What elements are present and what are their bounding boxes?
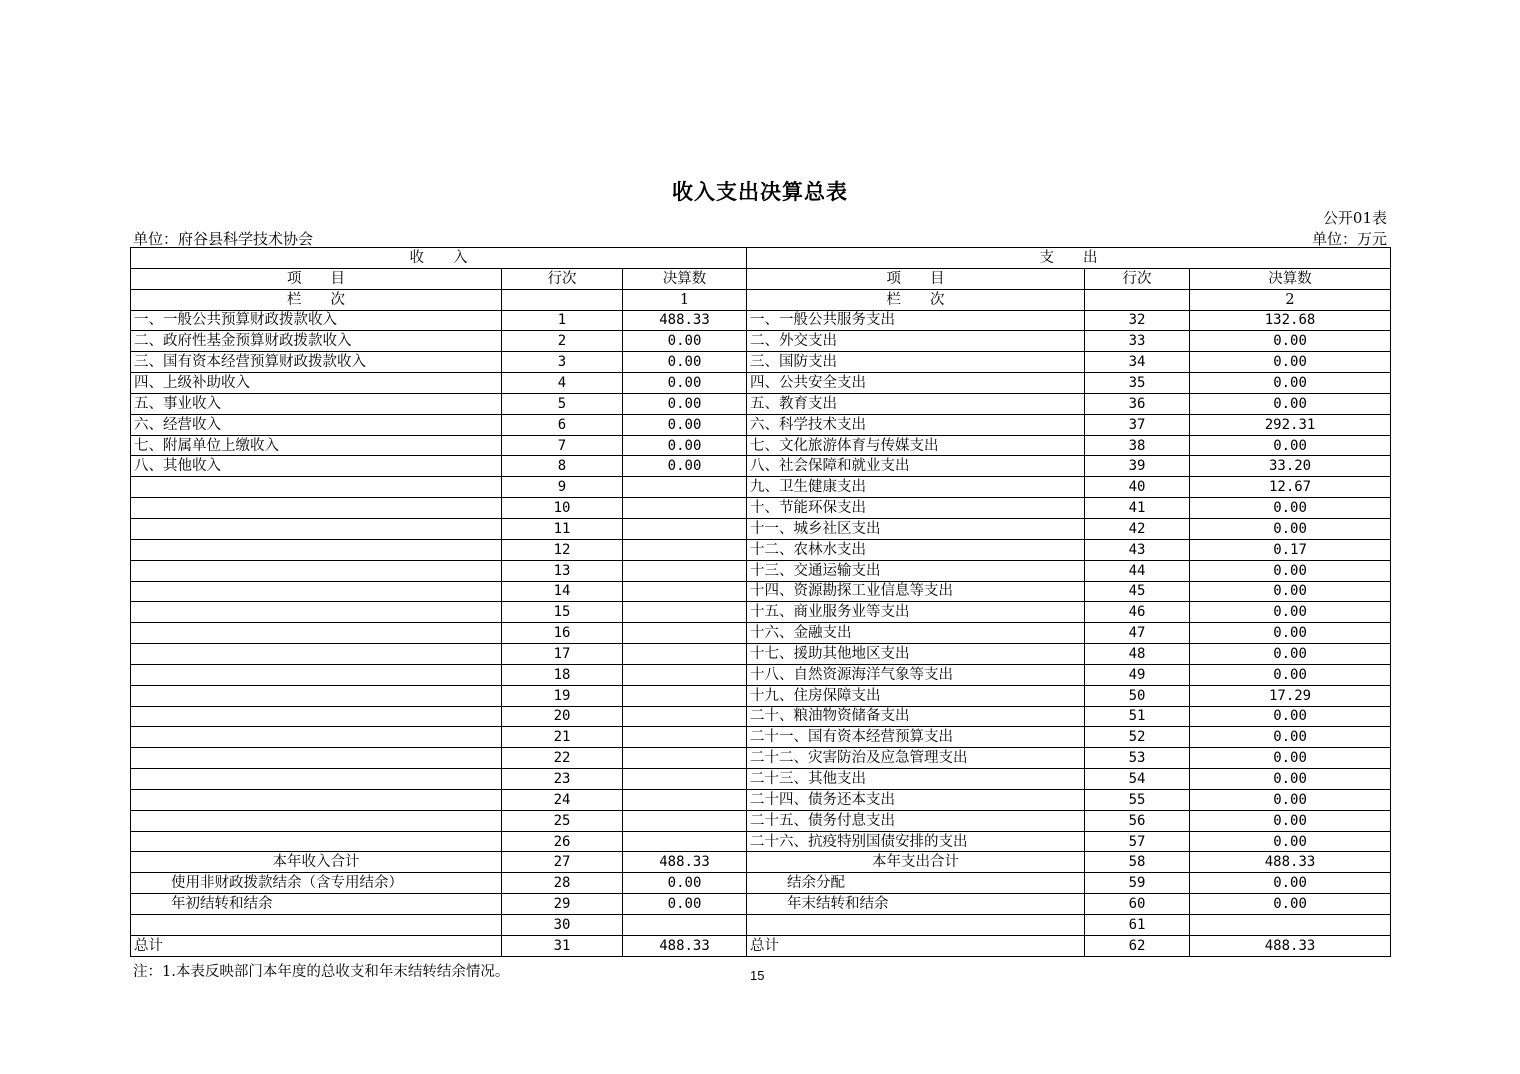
income-item-cell: 三、国有资本经营预算财政拨款收入 <box>131 352 502 373</box>
income-row-no-cell: 10 <box>502 498 623 519</box>
table-row <box>131 581 1391 602</box>
income-row-no-cell: 27 <box>502 852 623 873</box>
expense-row-no-cell: 38 <box>1085 435 1190 456</box>
expense-amount-cell: 488.33 <box>1190 852 1391 873</box>
income-amount-cell <box>623 623 747 644</box>
expense-row-no-cell: 35 <box>1085 373 1190 394</box>
income-amount-cell: 0.00 <box>623 456 747 477</box>
expense-item-cell: 二、外交支出 <box>747 331 1085 352</box>
table-row <box>131 477 1391 498</box>
income-row-no-cell: 4 <box>502 373 623 394</box>
income-item-header: 项 目 <box>131 268 502 289</box>
table-row <box>131 518 1391 539</box>
expense-amount-cell: 0.00 <box>1190 706 1391 727</box>
income-item-cell <box>131 769 502 790</box>
expense-row-no-cell: 46 <box>1085 602 1190 623</box>
income-item-cell <box>131 581 502 602</box>
income-row-no-cell: 23 <box>502 769 623 790</box>
table-row <box>131 727 1391 748</box>
income-expense-table <box>130 247 1391 957</box>
table-row <box>131 769 1391 790</box>
empty-cell <box>1085 289 1190 310</box>
expense-row-no-cell: 51 <box>1085 706 1190 727</box>
expense-item-header: 项 目 <box>747 268 1085 289</box>
expense-row-no-cell: 34 <box>1085 352 1190 373</box>
income-row-no-header: 行次 <box>502 268 623 289</box>
table-row <box>131 456 1391 477</box>
expense-item-cell: 一、一般公共服务支出 <box>747 310 1085 331</box>
income-item-cell <box>131 664 502 685</box>
expense-row-no-cell: 37 <box>1085 414 1190 435</box>
expense-row-no-cell: 42 <box>1085 518 1190 539</box>
income-row-no-cell: 31 <box>502 935 623 956</box>
income-item-cell <box>131 644 502 665</box>
currency-unit: 单位：万元 <box>1311 230 1387 248</box>
income-row-no-cell: 5 <box>502 393 623 414</box>
expense-row-no-cell: 60 <box>1085 894 1190 915</box>
income-amount-cell <box>623 644 747 665</box>
expense-item-cell: 十、节能环保支出 <box>747 498 1085 519</box>
expense-row-no-cell: 58 <box>1085 852 1190 873</box>
expense-amount-cell: 0.00 <box>1190 581 1391 602</box>
income-row-no-cell: 18 <box>502 664 623 685</box>
expense-row-no-cell: 41 <box>1085 498 1190 519</box>
income-item-cell: 四、上级补助收入 <box>131 373 502 394</box>
income-item-cell <box>131 831 502 852</box>
table-row <box>131 915 1391 936</box>
table-row <box>131 498 1391 519</box>
expense-amount-cell: 0.00 <box>1190 560 1391 581</box>
column-header-row <box>131 268 1391 289</box>
table-row <box>131 935 1391 956</box>
table-row <box>131 894 1391 915</box>
expense-row-no-cell: 49 <box>1085 664 1190 685</box>
income-item-cell: 五、事业收入 <box>131 393 502 414</box>
income-amount-cell: 488.33 <box>623 310 747 331</box>
expense-row-no-cell: 52 <box>1085 727 1190 748</box>
income-amount-cell: 0.00 <box>623 873 747 894</box>
expense-amount-cell: 12.67 <box>1190 477 1391 498</box>
expense-amount-cell: 0.00 <box>1190 393 1391 414</box>
expense-amount-cell: 0.00 <box>1190 831 1391 852</box>
income-item-cell: 六、经营收入 <box>131 414 502 435</box>
income-row-no-cell: 8 <box>502 456 623 477</box>
expense-amount-cell: 0.00 <box>1190 873 1391 894</box>
expense-row-no-cell: 45 <box>1085 581 1190 602</box>
table-row <box>131 623 1391 644</box>
income-row-no-cell: 11 <box>502 518 623 539</box>
income-item-cell: 年初结转和结余 <box>131 894 502 915</box>
expense-item-cell: 二十三、其他支出 <box>747 769 1085 790</box>
income-amount-cell <box>623 602 747 623</box>
expense-row-no-cell: 40 <box>1085 477 1190 498</box>
income-amount-cell: 0.00 <box>623 435 747 456</box>
footnote: 注：1.本表反映部门本年度的总收支和年末结转结余情况。 <box>133 964 510 980</box>
income-row-no-cell: 30 <box>502 915 623 936</box>
income-item-cell <box>131 518 502 539</box>
income-amount-cell <box>623 727 747 748</box>
income-amount-cell: 488.33 <box>623 852 747 873</box>
income-row-no-cell: 28 <box>502 873 623 894</box>
expense-amount-cell <box>1190 915 1391 936</box>
expense-amount-cell: 0.00 <box>1190 894 1391 915</box>
expense-item-cell: 四、公共安全支出 <box>747 373 1085 394</box>
income-amount-cell <box>623 789 747 810</box>
income-amount-cell <box>623 685 747 706</box>
expense-amount-cell: 0.00 <box>1190 435 1391 456</box>
income-amount-cell <box>623 706 747 727</box>
income-item-cell <box>131 915 502 936</box>
income-item-cell: 一、一般公共预算财政拨款收入 <box>131 310 502 331</box>
expense-row-no-cell: 53 <box>1085 748 1190 769</box>
income-amount-cell: 0.00 <box>623 331 747 352</box>
income-row-no-cell: 6 <box>502 414 623 435</box>
income-amount-cell: 0.00 <box>623 414 747 435</box>
income-item-cell <box>131 789 502 810</box>
income-item-cell <box>131 748 502 769</box>
income-item-cell: 七、附属单位上缴收入 <box>131 435 502 456</box>
expense-row-no-cell: 44 <box>1085 560 1190 581</box>
expense-row-no-cell: 48 <box>1085 644 1190 665</box>
table-row <box>131 414 1391 435</box>
report-title: 收入支出决算总表 <box>672 179 848 204</box>
table-row <box>131 789 1391 810</box>
table-row <box>131 831 1391 852</box>
column-index-row <box>131 289 1391 310</box>
expense-item-cell: 三、国防支出 <box>747 352 1085 373</box>
income-row-no-cell: 29 <box>502 894 623 915</box>
table-row <box>131 310 1391 331</box>
table-row <box>131 331 1391 352</box>
income-item-cell <box>131 810 502 831</box>
table-row <box>131 352 1391 373</box>
income-row-no-cell: 25 <box>502 810 623 831</box>
table-row <box>131 706 1391 727</box>
expense-row-no-cell: 61 <box>1085 915 1190 936</box>
income-row-no-cell: 2 <box>502 331 623 352</box>
table-row <box>131 644 1391 665</box>
expense-row-no-cell: 56 <box>1085 810 1190 831</box>
income-item-cell <box>131 539 502 560</box>
income-item-cell: 八、其他收入 <box>131 456 502 477</box>
expense-row-no-header: 行次 <box>1085 268 1190 289</box>
income-amount-cell: 0.00 <box>623 373 747 394</box>
income-row-no-cell: 7 <box>502 435 623 456</box>
expense-item-cell: 九、卫生健康支出 <box>747 477 1085 498</box>
expense-amount-cell: 0.00 <box>1190 789 1391 810</box>
expense-amount-cell: 0.00 <box>1190 373 1391 394</box>
income-item-cell <box>131 498 502 519</box>
table-row <box>131 560 1391 581</box>
income-amount-cell <box>623 477 747 498</box>
reporting-unit: 单位：府谷县科学技术协会 <box>133 230 314 248</box>
expense-item-cell: 十四、资源勘探工业信息等支出 <box>747 581 1085 602</box>
expense-item-cell: 十一、城乡社区支出 <box>747 518 1085 539</box>
expense-amount-cell: 292.31 <box>1190 414 1391 435</box>
expense-item-cell: 八、社会保障和就业支出 <box>747 456 1085 477</box>
form-code: 公开01表 <box>1322 209 1387 227</box>
expense-amount-cell: 33.20 <box>1190 456 1391 477</box>
expense-item-cell: 七、文化旅游体育与传媒支出 <box>747 435 1085 456</box>
expense-amount-cell: 0.00 <box>1190 727 1391 748</box>
expense-item-cell: 结余分配 <box>747 873 1085 894</box>
income-amount-cell: 0.00 <box>623 894 747 915</box>
income-col-no: 1 <box>623 289 747 310</box>
income-row-no-cell: 20 <box>502 706 623 727</box>
table-row <box>131 664 1391 685</box>
expense-col-label: 栏 次 <box>747 289 1085 310</box>
expense-amount-cell: 0.00 <box>1190 748 1391 769</box>
income-item-cell: 二、政府性基金预算财政拨款收入 <box>131 331 502 352</box>
expense-row-no-cell: 62 <box>1085 935 1190 956</box>
expense-row-no-cell: 50 <box>1085 685 1190 706</box>
expense-amount-cell: 0.00 <box>1190 769 1391 790</box>
income-amount-cell: 0.00 <box>623 393 747 414</box>
table-row <box>131 685 1391 706</box>
expense-amount-cell: 0.00 <box>1190 498 1391 519</box>
income-row-no-cell: 15 <box>502 602 623 623</box>
table-row <box>131 748 1391 769</box>
income-amount-cell <box>623 498 747 519</box>
expense-row-no-cell: 59 <box>1085 873 1190 894</box>
expense-item-cell: 总计 <box>747 935 1085 956</box>
income-section-header: 收 入 <box>131 248 747 269</box>
expense-item-cell: 六、科学技术支出 <box>747 414 1085 435</box>
income-amount-header: 决算数 <box>623 268 747 289</box>
table-row <box>131 852 1391 873</box>
expense-amount-cell: 488.33 <box>1190 935 1391 956</box>
expense-amount-cell: 17.29 <box>1190 685 1391 706</box>
expense-col-no: 2 <box>1190 289 1391 310</box>
income-row-no-cell: 12 <box>502 539 623 560</box>
expense-amount-cell: 0.00 <box>1190 518 1391 539</box>
income-row-no-cell: 26 <box>502 831 623 852</box>
income-row-no-cell: 9 <box>502 477 623 498</box>
income-row-no-cell: 14 <box>502 581 623 602</box>
expense-item-cell: 二十四、债务还本支出 <box>747 789 1085 810</box>
expense-item-cell: 二十一、国有资本经营预算支出 <box>747 727 1085 748</box>
expense-row-no-cell: 33 <box>1085 331 1190 352</box>
income-item-cell <box>131 685 502 706</box>
expense-item-cell: 年末结转和结余 <box>747 894 1085 915</box>
expense-item-cell: 十五、商业服务业等支出 <box>747 602 1085 623</box>
income-item-cell <box>131 477 502 498</box>
expense-item-cell: 十二、农林水支出 <box>747 539 1085 560</box>
income-amount-cell <box>623 748 747 769</box>
table-row <box>131 810 1391 831</box>
expense-row-no-cell: 47 <box>1085 623 1190 644</box>
income-row-no-cell: 17 <box>502 644 623 665</box>
expense-row-no-cell: 55 <box>1085 789 1190 810</box>
expense-row-no-cell: 57 <box>1085 831 1190 852</box>
income-amount-cell <box>623 518 747 539</box>
expense-amount-cell: 0.00 <box>1190 623 1391 644</box>
table-row <box>131 373 1391 394</box>
empty-cell <box>502 289 623 310</box>
table-row <box>131 602 1391 623</box>
income-item-cell <box>131 560 502 581</box>
expense-amount-cell: 0.00 <box>1190 644 1391 665</box>
income-row-no-cell: 21 <box>502 727 623 748</box>
income-row-no-cell: 24 <box>502 789 623 810</box>
income-row-no-cell: 19 <box>502 685 623 706</box>
expense-item-cell: 二十二、灾害防治及应急管理支出 <box>747 748 1085 769</box>
income-amount-cell <box>623 581 747 602</box>
income-amount-cell: 488.33 <box>623 935 747 956</box>
table-row <box>131 435 1391 456</box>
income-item-cell <box>131 727 502 748</box>
expense-item-cell: 十六、金融支出 <box>747 623 1085 644</box>
expense-item-cell: 十八、自然资源海洋气象等支出 <box>747 664 1085 685</box>
expense-row-no-cell: 43 <box>1085 539 1190 560</box>
income-amount-cell <box>623 915 747 936</box>
income-item-cell: 总计 <box>131 935 502 956</box>
expense-row-no-cell: 54 <box>1085 769 1190 790</box>
table-row <box>131 539 1391 560</box>
income-amount-cell <box>623 560 747 581</box>
expense-item-cell: 本年支出合计 <box>747 852 1085 873</box>
table-row <box>131 873 1391 894</box>
income-col-label: 栏 次 <box>131 289 502 310</box>
expense-amount-cell: 0.00 <box>1190 352 1391 373</box>
expense-item-cell: 二十五、债务付息支出 <box>747 810 1085 831</box>
income-row-no-cell: 13 <box>502 560 623 581</box>
income-amount-cell <box>623 664 747 685</box>
income-row-no-cell: 22 <box>502 748 623 769</box>
expense-section-header: 支 出 <box>747 248 1391 269</box>
expense-amount-cell: 0.00 <box>1190 331 1391 352</box>
income-amount-cell <box>623 539 747 560</box>
expense-row-no-cell: 36 <box>1085 393 1190 414</box>
income-row-no-cell: 16 <box>502 623 623 644</box>
income-amount-cell: 0.00 <box>623 352 747 373</box>
income-item-cell: 本年收入合计 <box>131 852 502 873</box>
table-row <box>131 393 1391 414</box>
expense-item-cell: 十七、援助其他地区支出 <box>747 644 1085 665</box>
income-row-no-cell: 1 <box>502 310 623 331</box>
section-header-row <box>131 248 1391 269</box>
expense-row-no-cell: 39 <box>1085 456 1190 477</box>
expense-item-cell: 二十六、抗疫特别国债安排的支出 <box>747 831 1085 852</box>
income-row-no-cell: 3 <box>502 352 623 373</box>
income-amount-cell <box>623 769 747 790</box>
expense-amount-cell: 0.17 <box>1190 539 1391 560</box>
expense-item-cell: 十三、交通运输支出 <box>747 560 1085 581</box>
expense-amount-cell: 132.68 <box>1190 310 1391 331</box>
income-item-cell <box>131 706 502 727</box>
expense-item-cell: 五、教育支出 <box>747 393 1085 414</box>
income-item-cell: 使用非财政拨款结余（含专用结余） <box>131 873 502 894</box>
expense-amount-cell: 0.00 <box>1190 602 1391 623</box>
expense-amount-header: 决算数 <box>1190 268 1391 289</box>
income-amount-cell <box>623 810 747 831</box>
expense-item-cell: 二十、粮油物资储备支出 <box>747 706 1085 727</box>
page-number: 15 <box>750 968 765 983</box>
expense-amount-cell: 0.00 <box>1190 664 1391 685</box>
income-item-cell <box>131 602 502 623</box>
income-amount-cell <box>623 831 747 852</box>
income-item-cell <box>131 623 502 644</box>
expense-item-cell: 十九、住房保障支出 <box>747 685 1085 706</box>
expense-item-cell <box>747 915 1085 936</box>
expense-amount-cell: 0.00 <box>1190 810 1391 831</box>
expense-row-no-cell: 32 <box>1085 310 1190 331</box>
